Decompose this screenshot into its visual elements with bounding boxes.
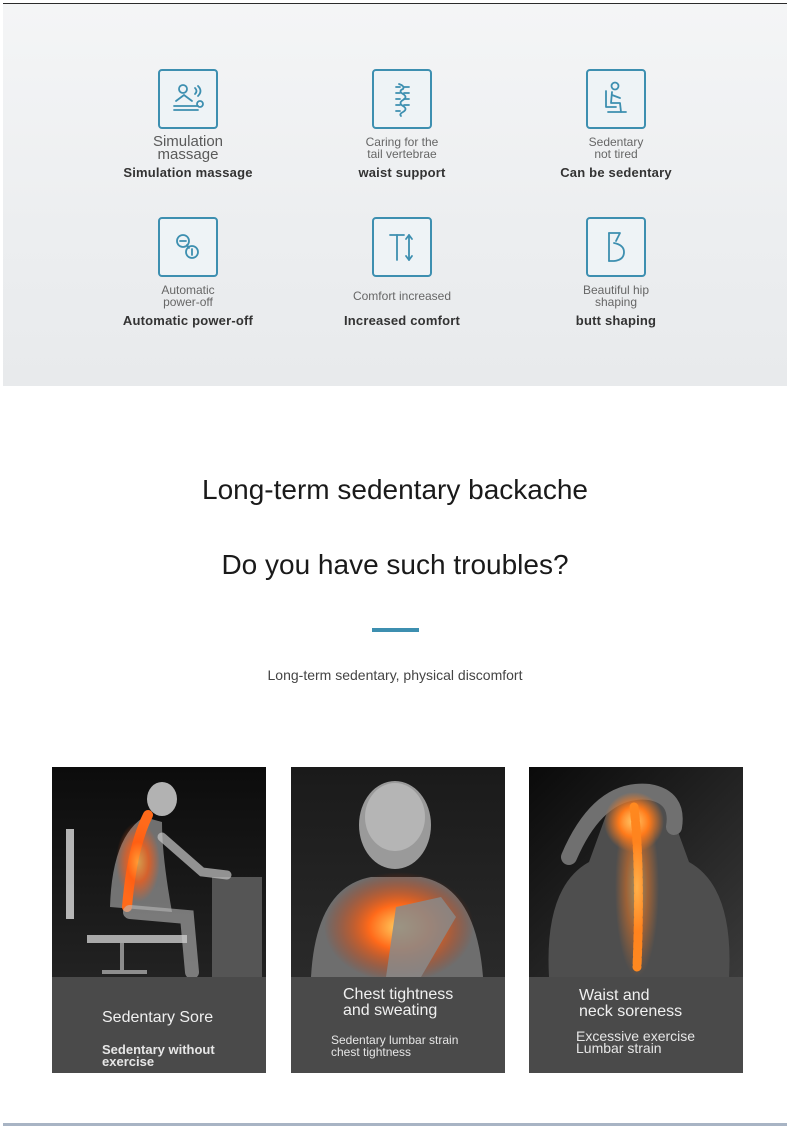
accent-divider — [372, 628, 419, 632]
card-subtitle: Excessive exercise Lumbar strain — [576, 1028, 696, 1056]
feature-label: butt shaping — [575, 313, 657, 328]
feature-sedentary — [516, 69, 716, 180]
card-title: Waist and neck soreness — [579, 987, 683, 1020]
power-off-icon — [158, 217, 218, 277]
card-caption — [52, 977, 266, 1073]
comfort-icon — [372, 217, 432, 277]
seated-person-icon — [586, 69, 646, 129]
trouble-card-waist-neck — [529, 767, 743, 1073]
card-subtitle: Sedentary without exercise — [102, 1042, 215, 1069]
feature-small-label: Automatic power-off — [161, 283, 215, 309]
trouble-card-chest-tightness — [291, 767, 505, 1073]
feature-label: Can be sedentary — [560, 165, 672, 180]
spine-icon — [372, 69, 432, 129]
feature-small-label: Comfort increased — [352, 289, 452, 303]
feature-hip-shaping — [516, 217, 716, 328]
trouble-card-sedentary-sore — [52, 767, 266, 1073]
headline-primary: Long-term sedentary backache — [202, 474, 588, 505]
feature-label: Increased comfort — [343, 313, 461, 328]
card-title: Sedentary Sore — [102, 1009, 214, 1026]
feature-small-label: Beautiful hip shaping — [582, 283, 650, 309]
feature-waist-support — [302, 69, 502, 180]
card-subtitle: Sedentary lumbar strain chest tightness — [331, 1033, 459, 1059]
subheadline: Long-term sedentary, physical discomfort — [267, 667, 523, 683]
bottom-divider — [3, 1123, 787, 1126]
sitting-person-illustration — [52, 767, 266, 977]
feature-panel — [3, 3, 787, 386]
card-title: Chest tightness and sweating — [343, 986, 454, 1019]
spine-pain-illustration — [529, 767, 743, 977]
feature-label: Simulation massage — [123, 165, 253, 180]
massage-icon — [158, 69, 218, 129]
feature-comfort — [302, 217, 502, 328]
chest-pain-illustration — [291, 767, 505, 977]
card-caption — [291, 977, 505, 1073]
feature-simulation-massage — [88, 69, 288, 180]
hip-icon — [586, 217, 646, 277]
feature-auto-power-off — [88, 217, 288, 328]
feature-label: Automatic power-off — [122, 313, 254, 328]
card-caption — [529, 977, 743, 1073]
feature-small-label: Sedentary not tired — [588, 135, 644, 161]
headline-secondary: Do you have such troubles? — [221, 549, 569, 580]
feature-label: waist support — [358, 165, 446, 180]
feature-small-label: Caring for the tail vertebrae — [365, 135, 439, 161]
feature-small-label: Simulation massage — [152, 133, 224, 163]
